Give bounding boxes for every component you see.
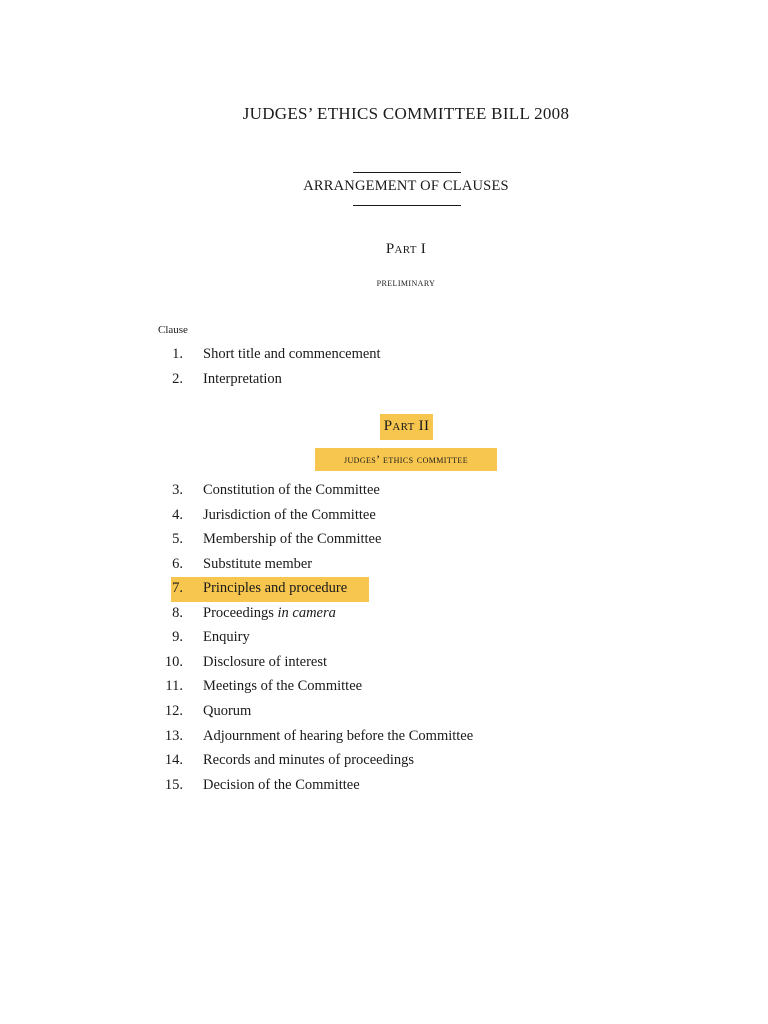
clause-number: 14.	[164, 752, 183, 768]
clause-number: 6.	[172, 556, 183, 572]
clause-title: Quorum	[203, 703, 252, 719]
part-1-name: preliminary	[376, 275, 436, 289]
clause-title: Membership of the Committee	[203, 531, 382, 547]
arrangement-heading: ARRANGEMENT OF CLAUSES	[303, 178, 509, 194]
clause-title: Principles and procedure	[203, 580, 348, 596]
clause-title: Disclosure of interest	[203, 654, 328, 670]
part-2-name: judges’ ethics committee	[343, 452, 469, 466]
clause-number: 10.	[164, 654, 183, 670]
clause-title: Adjournment of hearing before the Committee	[203, 728, 474, 744]
part-1-label: Part I	[385, 241, 427, 257]
clause-title: Enquiry	[203, 629, 250, 645]
clause-number: 3.	[172, 482, 183, 498]
clause-title: Meetings of the Committee	[203, 678, 363, 694]
part-2-label: Part II	[383, 418, 430, 434]
clause-number: 4.	[172, 507, 183, 523]
clause-number: 5.	[172, 531, 183, 547]
clause-number: 12.	[164, 703, 183, 719]
clause-number: 1.	[172, 346, 183, 362]
clause-number: 9.	[172, 629, 183, 645]
clause-title: Jurisdiction of the Committee	[203, 507, 376, 523]
clause-number: 15.	[164, 777, 183, 793]
clause-title-italic: in camera	[277, 605, 336, 621]
clause-number: 7.	[172, 580, 183, 596]
heading-rule-bottom	[353, 205, 461, 206]
clause-number: 2.	[172, 371, 183, 387]
clause-number: 11.	[165, 678, 183, 694]
clause-title: Decision of the Committee	[203, 777, 360, 793]
clause-title: Short title and commencement	[203, 346, 381, 362]
clause-title	[203, 605, 336, 622]
heading-rule-top	[353, 172, 461, 173]
clause-title: Substitute member	[203, 556, 313, 572]
clause-title: Records and minutes of proceedings	[203, 752, 415, 768]
clause-number: 13.	[164, 728, 183, 744]
clause-column-label: Clause	[158, 324, 188, 336]
clause-number: 8.	[172, 605, 183, 621]
clause-title: Constitution of the Committee	[203, 482, 380, 498]
clause-title-text: Proceedings	[203, 605, 278, 621]
bill-title: JUDGES’ ETHICS COMMITTEE BILL 2008	[242, 104, 570, 123]
clause-title: Interpretation	[203, 371, 282, 387]
